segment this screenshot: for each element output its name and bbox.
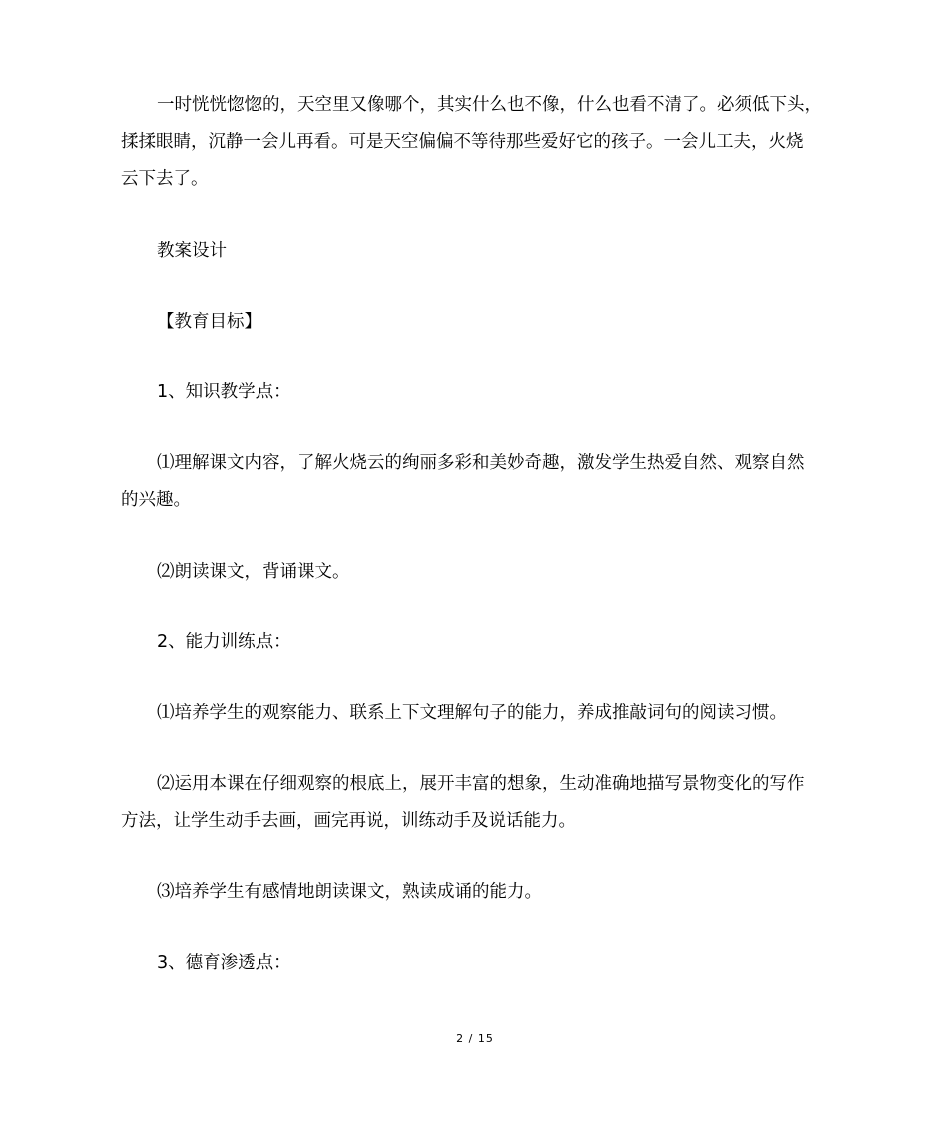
paragraph-closing-text <box>121 87 833 198</box>
text-line: ⑵朗读课文，背诵课文。 <box>157 562 350 582</box>
text-line: 2、能力训练点： <box>157 632 291 652</box>
list-item-knowledge-1 <box>121 445 833 519</box>
list-heading-moral <box>121 945 833 982</box>
text-line: ⑶培养学生有感情地朗读课文，熟读成诵的能力。 <box>157 882 542 902</box>
list-heading-ability <box>121 624 833 661</box>
text-line: 1、知识教学点： <box>157 382 291 402</box>
list-item-knowledge-2 <box>121 554 833 591</box>
text-line: 揉揉眼睛，沉静一会儿再看。可是天空偏偏不等待那些爱好它的孩子。一会儿工夫，火烧 <box>121 132 804 152</box>
text-line: 的兴趣。 <box>121 490 191 510</box>
list-item-ability-1 <box>121 695 833 732</box>
section-heading-lesson-design <box>121 233 833 270</box>
page-number: 2 / 15 <box>456 1032 494 1045</box>
list-item-ability-3 <box>121 874 833 911</box>
list-heading-knowledge <box>121 374 833 411</box>
text-line: 云下去了。 <box>121 169 209 189</box>
text-line: 教案设计 <box>157 241 227 261</box>
text-line: 3、德育渗透点： <box>157 953 291 973</box>
list-item-ability-2 <box>121 766 833 840</box>
text-line: 【教育目标】 <box>157 312 262 332</box>
section-heading-goals <box>121 304 833 341</box>
text-line: ⑵运用本课在仔细观察的根底上，展开丰富的想象，生动准确地描写景物变化的写作 <box>157 774 805 794</box>
text-line: ⑴培养学生的观察能力、联系上下文理解句子的能力，养成推敲词句的阅读习惯。 <box>157 703 787 723</box>
text-line: 方法，让学生动手去画，画完再说，训练动手及说话能力。 <box>121 811 576 831</box>
text-line: ⑴理解课文内容，了解火烧云的绚丽多彩和美妙奇趣，激发学生热爱自然、观察自然 <box>157 453 805 473</box>
text-line: 一时恍恍惚惚的，天空里又像哪个，其实什么也不像，什么也看不清了。必须低下头， <box>157 95 822 115</box>
